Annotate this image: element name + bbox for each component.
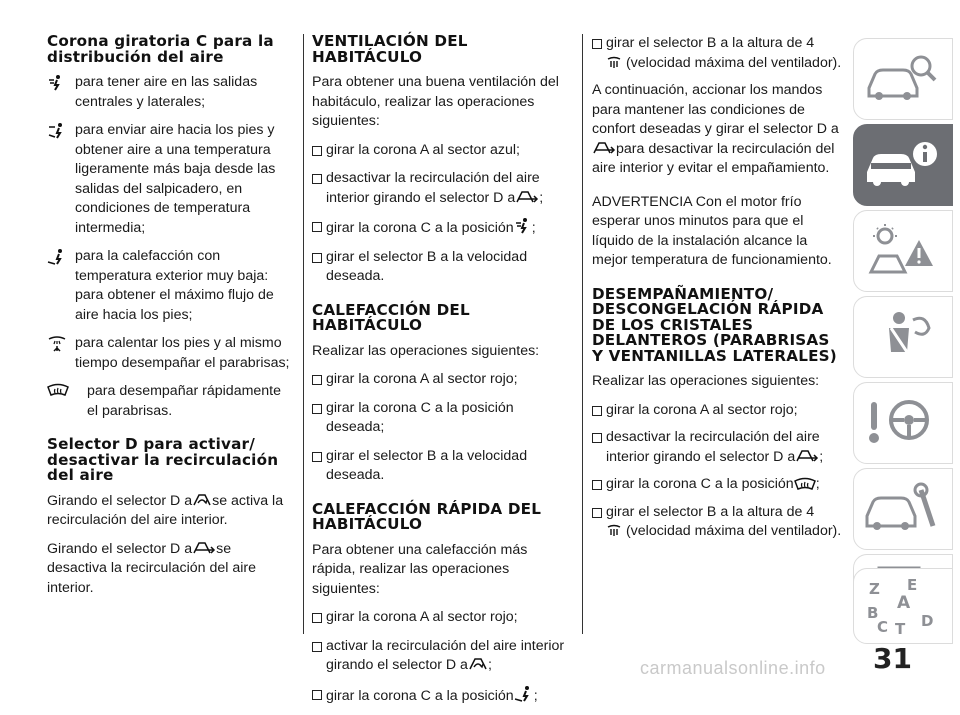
bullet-box-icon — [312, 613, 322, 623]
bullet-item: girar la corona C a la posición ; — [312, 217, 570, 239]
bullet-item: girar la corona A al sector azul; — [312, 141, 570, 161]
bullet-box-icon — [312, 222, 322, 232]
column-2 — [312, 34, 570, 715]
air-feet-icon — [514, 685, 534, 703]
bullet-box-icon — [312, 642, 322, 652]
mode-text-bilevel: para enviar aire hacia los pies y obtener aire a una temperatura ligeramente más baja desde las salidas del salpicadero, en condiciones de temperatura intermedia; — [75, 122, 276, 236]
car-search-icon — [863, 50, 941, 108]
svg-text:Z: Z — [869, 580, 880, 598]
steering-key-icon — [863, 394, 941, 452]
heading-ventilacion: VENTILACIÓN DEL HABITÁCULO — [312, 32, 468, 66]
heading-calefaccion: CALEFACCIÓN DEL HABITÁCULO — [312, 300, 470, 334]
column-1 — [47, 34, 293, 607]
para-ventilacion: Para obtener una buena ventilación del habitáculo, realizar las operaciones siguientes: — [312, 74, 559, 129]
heading-selector-d: Selector D para activar/ desactivar la recirculación del aire — [47, 435, 279, 484]
bullet-box-icon — [592, 508, 602, 518]
bullet-item: girar el selector B a la velocidad deseada. — [312, 248, 570, 287]
bullet-item: activar la recirculación del aire interior girando el selector D a ; — [312, 637, 570, 676]
bullet-item: girar el selector B a la altura de 4 (velocidad máxima del ventilador). — [592, 503, 842, 542]
sidebar-tab-starting[interactable] — [853, 382, 960, 464]
bullet-item: girar la corona A al sector rojo; — [592, 401, 842, 421]
para-continuacion: A continuación, accionar los mandos para mantener las condiciones de confort deseadas y girar el selector D a para desactivar la recirculación del aire interior y evitar el empañamiento. — [592, 82, 839, 176]
mode-item-bilevel — [47, 121, 293, 238]
bullet-box-icon — [312, 174, 322, 184]
recirculation-off-icon — [592, 140, 616, 156]
bullet-box-icon — [312, 404, 322, 414]
car-info-icon — [863, 136, 941, 194]
car-wrench-icon — [863, 480, 941, 538]
fan-speed-icon — [606, 56, 622, 70]
mode-text-feet: para la calefacción con temperatura exterior muy baja: para obtener el máximo flujo de aire hacia los pies; — [75, 248, 274, 323]
air-feet-icon — [47, 248, 67, 266]
bullet-box-icon — [592, 433, 602, 443]
mode-text-feet-defrost: para calentar los pies y al mismo tiempo desempañar el parabrisas; — [75, 335, 290, 371]
para-advertencia: ADVERTENCIA Con el motor frío esperar unos minutos para que el líquido de la instalación alcance la mejor temperatura de funcionamiento. — [592, 193, 832, 268]
mode-item-defrost — [47, 382, 293, 421]
svg-text:A: A — [897, 593, 911, 613]
air-face-feet-icon — [47, 122, 67, 140]
svg-text:E: E — [907, 576, 918, 594]
air-face-icon — [47, 74, 65, 92]
page-number: 31 — [873, 642, 912, 675]
mode-item-feet — [47, 247, 293, 325]
bullet-box-icon — [592, 39, 602, 49]
bullet-box-icon — [592, 406, 602, 416]
bullet-box-icon — [312, 146, 322, 156]
recirculation-on-icon — [192, 492, 212, 508]
svg-text:D: D — [921, 612, 934, 630]
mode-item-panel — [47, 73, 293, 112]
svg-text:T: T — [895, 620, 906, 636]
windshield-defrost-icon — [794, 477, 816, 491]
air-feet-windshield-icon — [47, 335, 67, 353]
fan-speed-icon — [606, 524, 622, 538]
air-face-icon — [514, 217, 532, 235]
bullet-box-icon — [592, 480, 602, 490]
bullet-item: desactivar la recirculación del aire interior girando el selector D a ; — [592, 428, 842, 467]
mode-item-feet-defrost — [47, 334, 293, 373]
bullet-item: girar la corona A al sector rojo; — [312, 370, 570, 390]
bullet-item: girar la corona C a la posición ; — [592, 475, 842, 495]
column-3 — [592, 34, 842, 550]
seatbelt-airbag-icon — [863, 308, 941, 366]
bullet-item: desactivar la recirculación del aire interior girando el selector D a ; — [312, 169, 570, 208]
para-desactiva: Girando el selector D a se desactiva la recirculación del aire interior. — [47, 540, 256, 596]
heading-calefaccion-rapida: CALEFACCIÓN RÁPIDA DEL HABITÁCULO — [312, 499, 542, 533]
mode-text-panel: para tener aire en las salidas centrales y laterales; — [75, 74, 258, 110]
sidebar-tab-warning-lights[interactable] — [853, 210, 960, 292]
bullet-item: girar el selector B a la altura de 4 (velocidad máxima del ventilador). — [592, 34, 842, 73]
windshield-defrost-icon — [47, 383, 69, 397]
para-calefaccion-rapida: Para obtener una calefacción más rápida, realizar las operaciones siguientes: — [312, 541, 528, 597]
recirculation-off-icon — [795, 448, 819, 464]
warning-lights-icon — [863, 222, 941, 280]
para-calefaccion: Realizar las operaciones siguientes: — [312, 342, 540, 359]
sidebar-tab-maintenance[interactable] — [853, 468, 960, 550]
column-divider — [582, 34, 583, 634]
svg-text:C: C — [877, 618, 889, 636]
bullet-item: girar la corona A al sector rojo; — [312, 608, 570, 628]
recirculation-off-icon — [192, 540, 216, 556]
para-activa: Girando el selector D a se activa la recirculación del aire interior. — [47, 492, 284, 528]
bullet-box-icon — [312, 253, 322, 263]
bullet-item: girar el selector B a la velocidad deseada. — [312, 447, 570, 486]
bullet-box-icon — [312, 690, 322, 700]
sidebar-tab-index[interactable] — [853, 560, 960, 636]
sidebar-tab-safety[interactable] — [853, 296, 960, 378]
watermark: carmanualsonline.info — [640, 658, 826, 678]
recirculation-off-icon — [515, 189, 539, 205]
bullet-item: girar la corona C a la posición ; — [312, 685, 570, 707]
svg-text:B: B — [867, 604, 879, 622]
mode-text-defrost: para desempañar rápidamente el parabrisas. — [87, 383, 282, 419]
sidebar-tab-car-search[interactable] — [853, 38, 960, 120]
bullet-box-icon — [312, 452, 322, 462]
alphabet-index-icon — [863, 574, 941, 636]
para-desempanamiento: Realizar las operaciones siguientes: — [592, 373, 820, 389]
sidebar-tab-car-info[interactable] — [853, 124, 960, 206]
heading-desempanamiento: DESEMPAÑAMIENTO/ DESCONGELACIÓN RÁPIDA DE LOS CRISTALES DELANTEROS (PARABRISAS Y VENTANILLAS LATERALES) — [592, 284, 837, 365]
heading-distribucion: Corona giratoria C para la distribución del aire — [47, 32, 274, 66]
bullet-box-icon — [312, 375, 322, 385]
bullet-item: girar la corona C a la posición deseada; — [312, 399, 570, 438]
column-divider — [303, 34, 304, 634]
recirculation-on-icon — [468, 656, 488, 672]
